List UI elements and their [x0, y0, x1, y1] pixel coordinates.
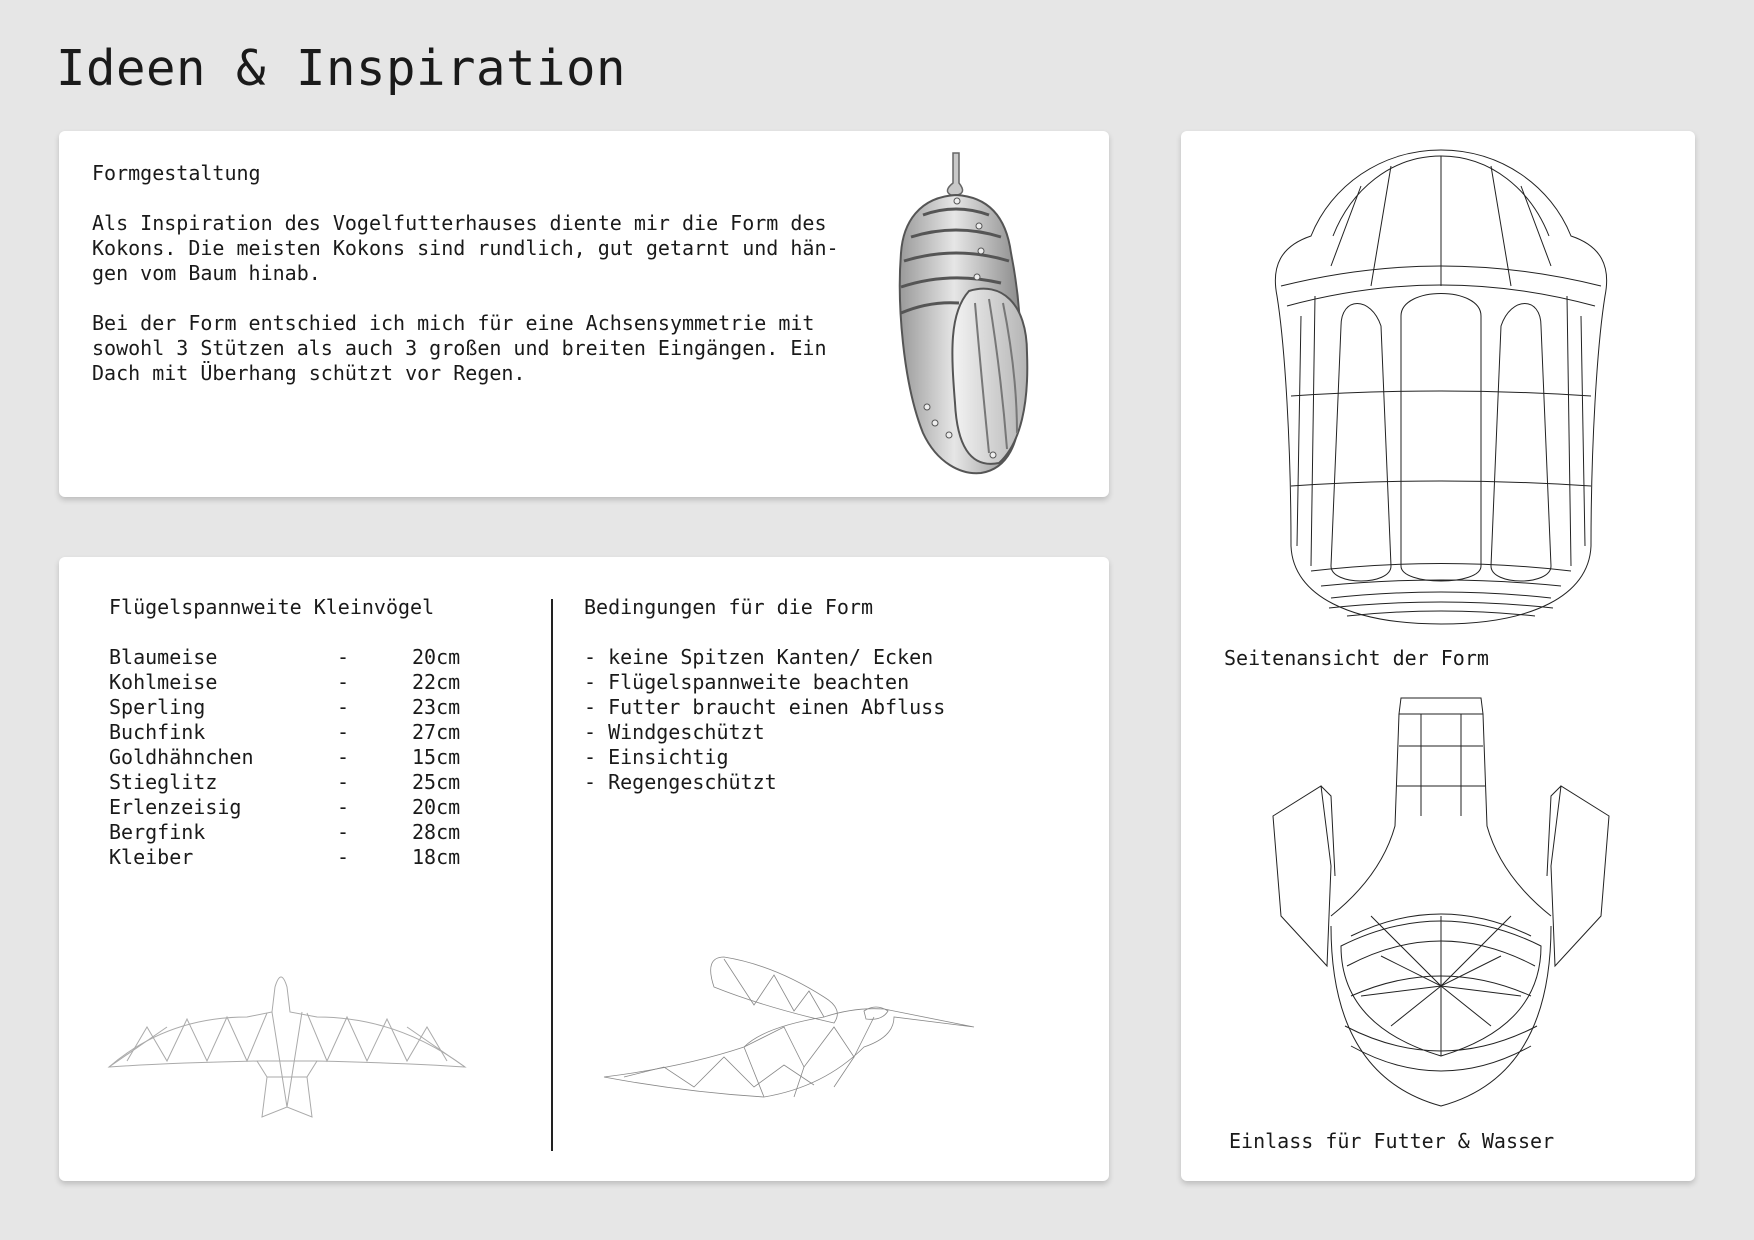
wingspan-value: 18cm: [412, 845, 461, 869]
feeder-side-view-wireframe: [1271, 146, 1611, 626]
page-title: Ideen & Inspiration: [56, 40, 627, 97]
row-separator: -: [337, 745, 350, 769]
cocoon-illustration: [889, 153, 1049, 483]
condition-item: - Futter braucht einen Abfluss: [584, 695, 946, 719]
wingspan-value: 15cm: [412, 745, 461, 769]
bird-wireframe-illustration: [107, 967, 467, 1127]
wingspan-value: 25cm: [412, 770, 461, 794]
condition-item: - keine Spitzen Kanten/ Ecken: [584, 645, 934, 669]
wingspan-value: 27cm: [412, 720, 461, 744]
hummingbird-wireframe-illustration: [604, 947, 1034, 1117]
row-separator: -: [337, 720, 350, 744]
bird-name: Sperling: [109, 695, 206, 719]
bird-name: Goldhähnchen: [109, 745, 254, 769]
wingspan-row: [109, 845, 460, 870]
condition-item: - Windgeschützt: [584, 720, 765, 744]
row-separator: -: [337, 645, 350, 669]
row-separator: -: [337, 845, 350, 869]
wingspan-row: [109, 745, 460, 770]
side-view-caption: Seitenansicht der Form: [1224, 646, 1489, 670]
column-divider: [551, 599, 553, 1151]
bird-name: Kohlmeise: [109, 670, 218, 694]
condition-item: - Regengeschützt: [584, 770, 777, 794]
wingspan-row: [109, 645, 460, 670]
wingspan-row: [109, 670, 460, 695]
bird-name: Kleiber: [109, 845, 194, 869]
form-design-paragraph-1: Als Inspiration des Vogelfutterhauses diente mir die Form des Kokons. Die meisten Kokons sind rundlich, gut getarnt und hän-gen vom Baum hinab.: [92, 211, 839, 285]
form-design-paragraph-2: Bei der Form entschied ich mich für eine Achsensymmetrie mit sowohl 3 Stützen als auch 3 großen und breiten Eingängen. Ein Dach mit Überhang schützt vor Regen.: [92, 311, 827, 385]
row-separator: -: [337, 770, 350, 794]
side-view-card: [1181, 131, 1695, 1181]
wingspan-row: [109, 720, 460, 745]
feeder-inlet-wireframe: [1271, 696, 1611, 1116]
wingspan-heading: Flügelspannweite Kleinvögel: [109, 595, 435, 619]
condition-item: - Einsichtig: [584, 745, 729, 769]
row-separator: -: [337, 695, 350, 719]
wingspan-value: 23cm: [412, 695, 461, 719]
requirements-card: [59, 557, 1109, 1181]
row-separator: -: [337, 820, 350, 844]
bird-name: Bergfink: [109, 820, 206, 844]
bird-name: Blaumeise: [109, 645, 218, 669]
condition-item: - Flügelspannweite beachten: [584, 670, 910, 694]
wingspan-row: [109, 770, 460, 795]
bird-name: Buchfink: [109, 720, 206, 744]
conditions-list: [584, 645, 945, 795]
conditions-heading: Bedingungen für die Form: [584, 595, 873, 619]
wingspan-row: [109, 695, 460, 720]
wingspan-row: [109, 820, 460, 845]
wingspan-value: 28cm: [412, 820, 461, 844]
wingspan-value: 22cm: [412, 670, 461, 694]
wingspan-table: [109, 645, 460, 870]
form-design-heading: Formgestaltung: [92, 161, 261, 185]
wingspan-row: [109, 795, 460, 820]
form-design-card: [59, 131, 1109, 497]
row-separator: -: [337, 795, 350, 819]
bird-name: Stieglitz: [109, 770, 218, 794]
inlet-caption: Einlass für Futter & Wasser: [1229, 1129, 1555, 1153]
bird-name: Erlenzeisig: [109, 795, 242, 819]
wingspan-value: 20cm: [412, 645, 461, 669]
wingspan-value: 20cm: [412, 795, 461, 819]
row-separator: -: [337, 670, 350, 694]
